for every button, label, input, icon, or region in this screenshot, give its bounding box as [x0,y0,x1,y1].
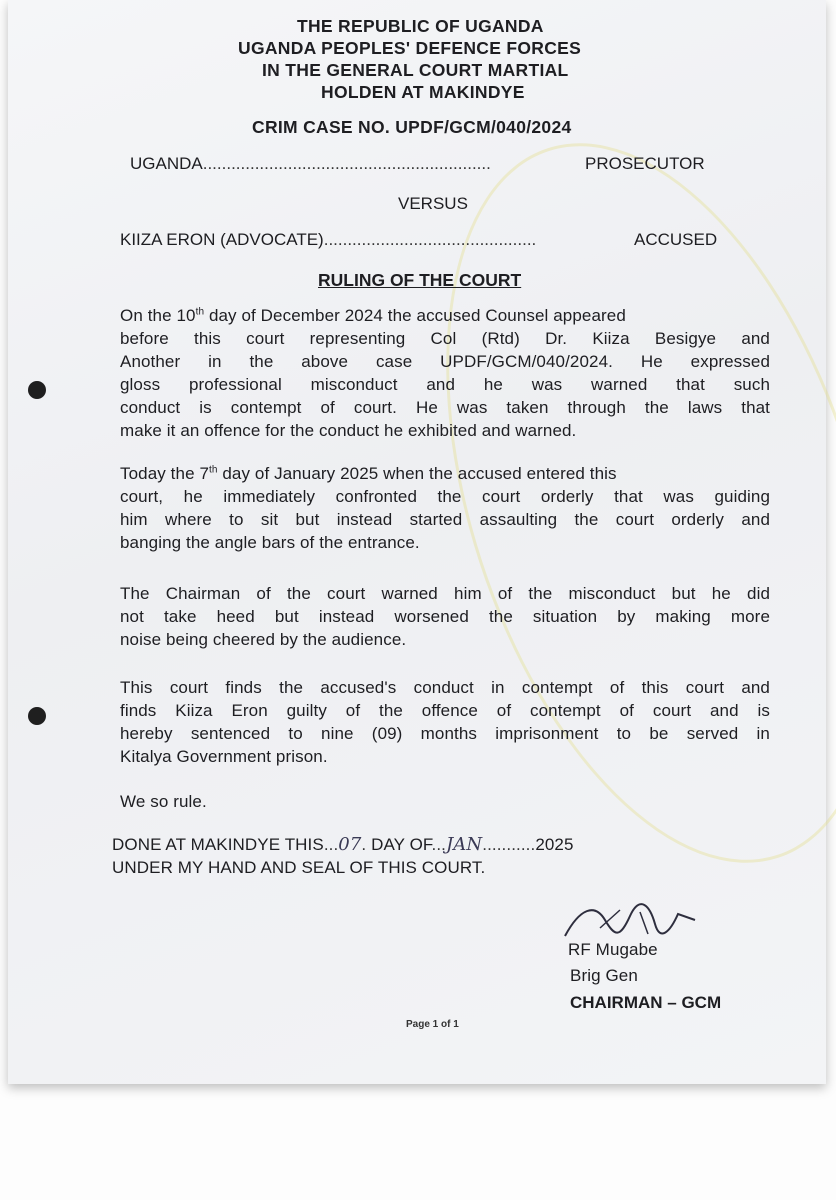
header-line-2: UGANDA PEOPLES' DEFENCE FORCES [238,38,582,58]
p1-line-1: On the 10th day of December 2024 the accused Counsel appeared [120,306,626,325]
p2-line-4: banging the angle bars of the entrance. [120,533,420,552]
p4-line-2: finds Kiiza Eron guilty of the offence of contempt of court and is [120,701,770,720]
done-at-line: DONE AT MAKINDYE THIS...07. DAY OF...JAN...........2025 [112,834,574,855]
p4-line-1: This court finds the accused's conduct in contempt of this court and [120,678,770,697]
p1-line-3: Another in the above case UPDF/GCM/040/2024. He expressed [120,352,770,371]
p1-line-5: conduct is contempt of court. He was taken through the laws that [120,398,770,417]
header-line-4: HOLDEN AT MAKINDYE [321,82,525,102]
p1-line-4: gloss professional misconduct and he was warned that such [120,375,770,394]
punch-hole-top [28,381,46,399]
header-line-3: IN THE GENERAL COURT MARTIAL [262,60,569,80]
punch-hole-bottom [28,707,46,725]
p1-line-2: before this court representing Col (Rtd) Dr. Kiiza Besigye and [120,329,770,348]
p4-line-4: Kitalya Government prison. [120,747,328,766]
p1-line-6: make it an offence for the conduct he exhibited and warned. [120,421,577,440]
signatory-title: CHAIRMAN – GCM [570,993,722,1012]
p3-line-3: noise being cheered by the audience. [120,630,407,649]
party-defendant-role: ACCUSED [634,230,718,249]
closing-line: We so rule. [120,792,207,811]
p2-line-1: Today the 7th day of January 2025 when the accused entered this [120,464,617,483]
signatory-name: RF Mugabe [568,940,658,959]
p2-line-3: him where to sit but instead started assaulting the court orderly and [120,510,770,529]
header-line-1: THE REPUBLIC OF UGANDA [297,16,544,36]
party-defendant: KIIZA ERON (ADVOCATE)............................................. [120,230,537,249]
signature-icon [560,898,700,946]
case-number: CRIM CASE NO. UPDF/GCM/040/2024 [252,117,572,137]
p3-line-1: The Chairman of the court warned him of the misconduct but he did [120,584,770,603]
ruling-title: RULING OF THE COURT [318,270,522,290]
versus-label: VERSUS [398,194,468,213]
party-plaintiff: UGANDA............................................................. [130,154,491,173]
signatory-rank: Brig Gen [570,966,638,985]
p3-line-2: not take heed but instead worsened the situation by making more [120,607,770,626]
handwritten-day: 07 [338,834,362,855]
handwritten-month: JAN [445,834,483,855]
under-hand-line: UNDER MY HAND AND SEAL OF THIS COURT. [112,858,486,877]
p2-line-2: court, he immediately confronted the court orderly that was guiding [120,487,770,506]
page-footer: Page 1 of 1 [406,1019,459,1030]
party-plaintiff-role: PROSECUTOR [585,154,705,173]
p4-line-3: hereby sentenced to nine (09) months imprisonment to be served in [120,724,770,743]
